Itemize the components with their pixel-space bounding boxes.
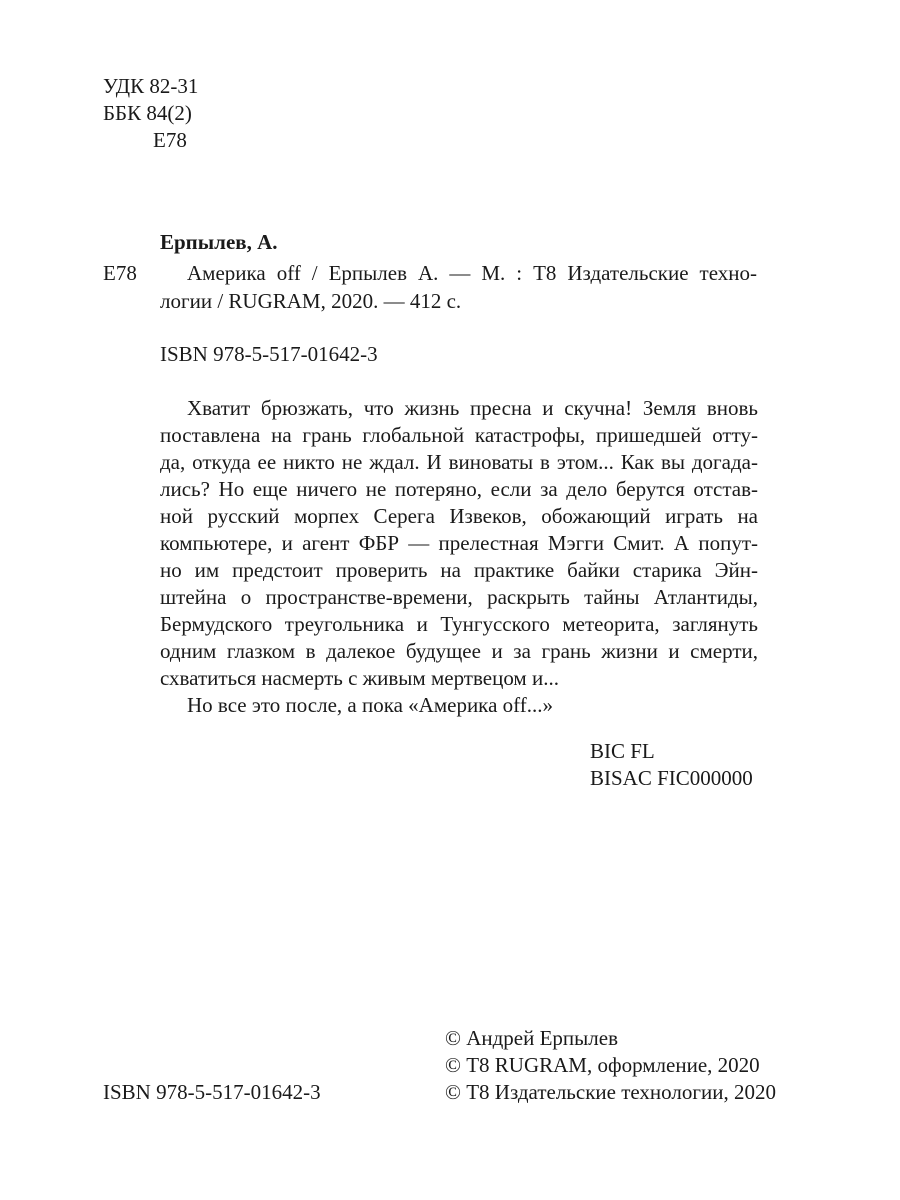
annotation-line: Хватит брюзжать, что жизнь пресна и скучна! Земля вновь xyxy=(187,396,758,420)
udk-code: УДК 82-31 xyxy=(103,74,199,98)
annotation-line: схватиться насмерть с живым мертвецом и... xyxy=(160,666,559,690)
bibliographic-line-2: логии / RUGRAM, 2020. — 412 с. xyxy=(160,289,462,313)
annotation-line: штейна о пространстве-времени, раскрыть тайны Атлантиды, xyxy=(160,585,758,609)
annotation-line: поставлена на грань глобальной катастрофы, пришедшей отту- xyxy=(160,423,758,447)
bbk-code: ББК 84(2) xyxy=(103,101,192,125)
copyright-line: © Т8 RUGRAM, оформление, 2020 xyxy=(445,1053,760,1077)
isbn-bottom: ISBN 978-5-517-01642-3 xyxy=(103,1080,321,1104)
annotation-line: одним глазком в далекое будущее и за грань жизни и смерти, xyxy=(160,639,758,663)
side-author-sign: Е78 xyxy=(103,261,137,285)
annotation-line: но им предстоит проверить на практике байки старика Эйн- xyxy=(160,558,758,582)
author-heading: Ерпылев, А. xyxy=(160,230,278,254)
bisac-code: BISAC FIC000000 xyxy=(590,766,753,790)
annotation-line: да, откуда ее никто не ждал. И виноваты в этом... Как вы догада- xyxy=(160,450,758,474)
annotation-line: лись? Но еще ничего не потеряно, если за дело берутся отстав- xyxy=(160,477,758,501)
copyright-line: © Т8 Издательские технологии, 2020 xyxy=(445,1080,776,1104)
annotation-line: ной русский морпех Серега Извеков, обожающий играть на xyxy=(160,504,758,528)
author-sign: Е78 xyxy=(153,128,187,152)
isbn-main: ISBN 978-5-517-01642-3 xyxy=(160,342,378,366)
annotation-line: Бермудского треугольника и Тунгусского метеорита, заглянуть xyxy=(160,612,758,636)
copyright-line: © Андрей Ерпылев xyxy=(445,1026,618,1050)
bibliographic-line-1: Америка off / Ерпылев А. — М. : Т8 Издательские техно- xyxy=(187,261,757,285)
annotation-line: компьютере, и агент ФБР — прелестная Мэгги Смит. А попут- xyxy=(160,531,758,555)
annotation-final-line: Но все это после, а пока «Америка off...» xyxy=(187,693,553,717)
bic-code: BIC FL xyxy=(590,739,655,763)
